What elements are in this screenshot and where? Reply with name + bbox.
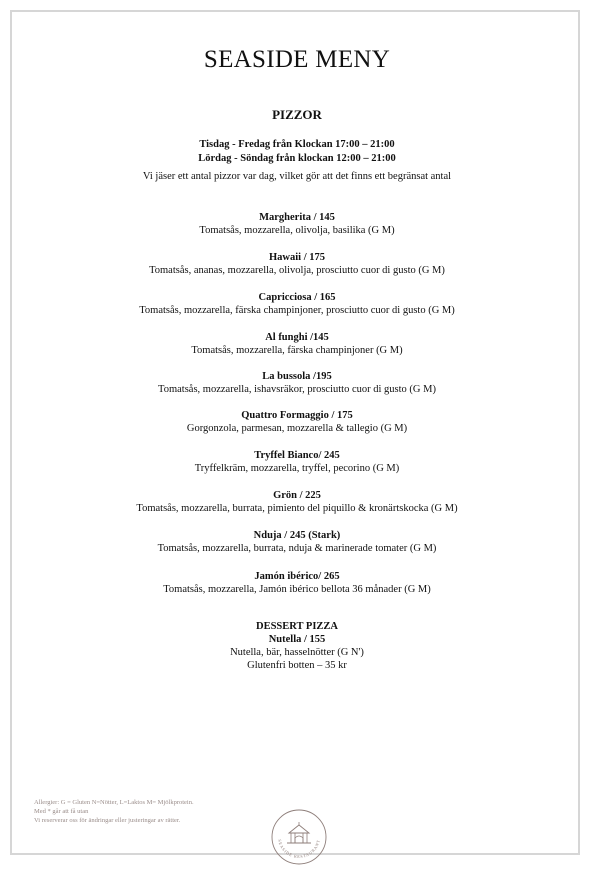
item-name: Hawaii / 175 [268, 252, 325, 263]
opening-hours [0, 138, 594, 166]
item-name: Jamón ibérico/ 265 [254, 571, 340, 582]
item-name: Tryffel Bianco/ 245 [254, 450, 340, 461]
hours-weekday: Tisdag - Fredag från Klockan 17:00 – 21:00 [199, 139, 395, 150]
menu-item [0, 529, 594, 555]
menu-item [0, 291, 594, 317]
item-name: La bussola /195 [262, 371, 332, 382]
item-name: Capricciosa / 165 [258, 292, 336, 303]
item-description: Tomatsås, mozzarella, burrata, pimiento del piquillo & kronärtskocka (G M) [136, 503, 458, 514]
menu-title: SEASIDE MENY [203, 46, 391, 73]
item-name: Nduja / 245 (Stark) [253, 530, 341, 541]
dessert-title: DESSERT PIZZA [255, 621, 338, 632]
menu-item [0, 489, 594, 515]
item-name: Margherita / 145 [259, 212, 335, 223]
item-description: Tomatsås, mozzarella, burrata, nduja & marinerade tomater (G M) [157, 543, 437, 554]
intro-text: Vi jäser ett antal pizzor var dag, vilket gör att det finns ett begränsat antal [142, 171, 452, 182]
section-title: PIZZOR [272, 107, 322, 122]
item-description: Tomatsås, ananas, mozzarella, olivolja, prosciutto cuor di gusto (G M) [149, 265, 445, 276]
item-name: Quattro Formaggio / 175 [241, 410, 353, 421]
menu-item [0, 570, 594, 596]
allergy-note: Med * går att få utan [34, 808, 89, 815]
item-name: Al funghi /145 [265, 332, 329, 343]
menu-item [0, 409, 594, 435]
allergy-legend: Allergier: G = Gluten N=Nötter, L=Laktos M= Mjölkprotein. [34, 799, 194, 806]
item-description: Tomatsås, mozzarella, ishavsräkor, prosciutto cuor di gusto (G M) [158, 384, 436, 395]
dessert-section [0, 620, 594, 672]
item-name: Grön / 225 [273, 490, 321, 501]
hours-weekend: Lördag - Söndag från klockan 12:00 – 21:00 [198, 153, 396, 164]
item-description: Tomatsås, mozzarella, färska champinjoner, prosciutto cuor di gusto (G M) [139, 305, 455, 316]
item-description: Tomatsås, mozzarella, färska champinjoner (G M) [191, 345, 403, 356]
menu-item [0, 370, 594, 396]
svg-text:SEASIDE RESTAURANT [277, 839, 321, 859]
menu-item [0, 251, 594, 277]
dessert-name: Nutella / 155 [268, 634, 326, 645]
logo-text: SEASIDE RESTAURANT [277, 838, 321, 860]
menu-item [0, 331, 594, 357]
seaside-logo-icon [270, 808, 328, 866]
dessert-description: Nutella, bär, hasselnötter (G N') [230, 647, 364, 658]
menu-item [0, 449, 594, 475]
item-description: Tomatsås, mozzarella, olivolja, basilika (G M) [199, 225, 395, 236]
allergy-footer [34, 798, 194, 825]
item-description: Tryffelkräm, mozzarella, tryffel, pecorino (G M) [194, 463, 400, 474]
disclaimer: Vi reserverar oss för ändringar eller justeringar av rätter. [34, 817, 181, 824]
item-description: Gorgonzola, parmesan, mozzarella & tallegio (G M) [186, 423, 408, 434]
item-description: Tomatsås, mozzarella, Jamón ibérico bellota 36 månader (G M) [163, 584, 431, 595]
menu-item [0, 211, 594, 237]
dessert-extra: Glutenfri botten – 35 kr [247, 660, 347, 671]
